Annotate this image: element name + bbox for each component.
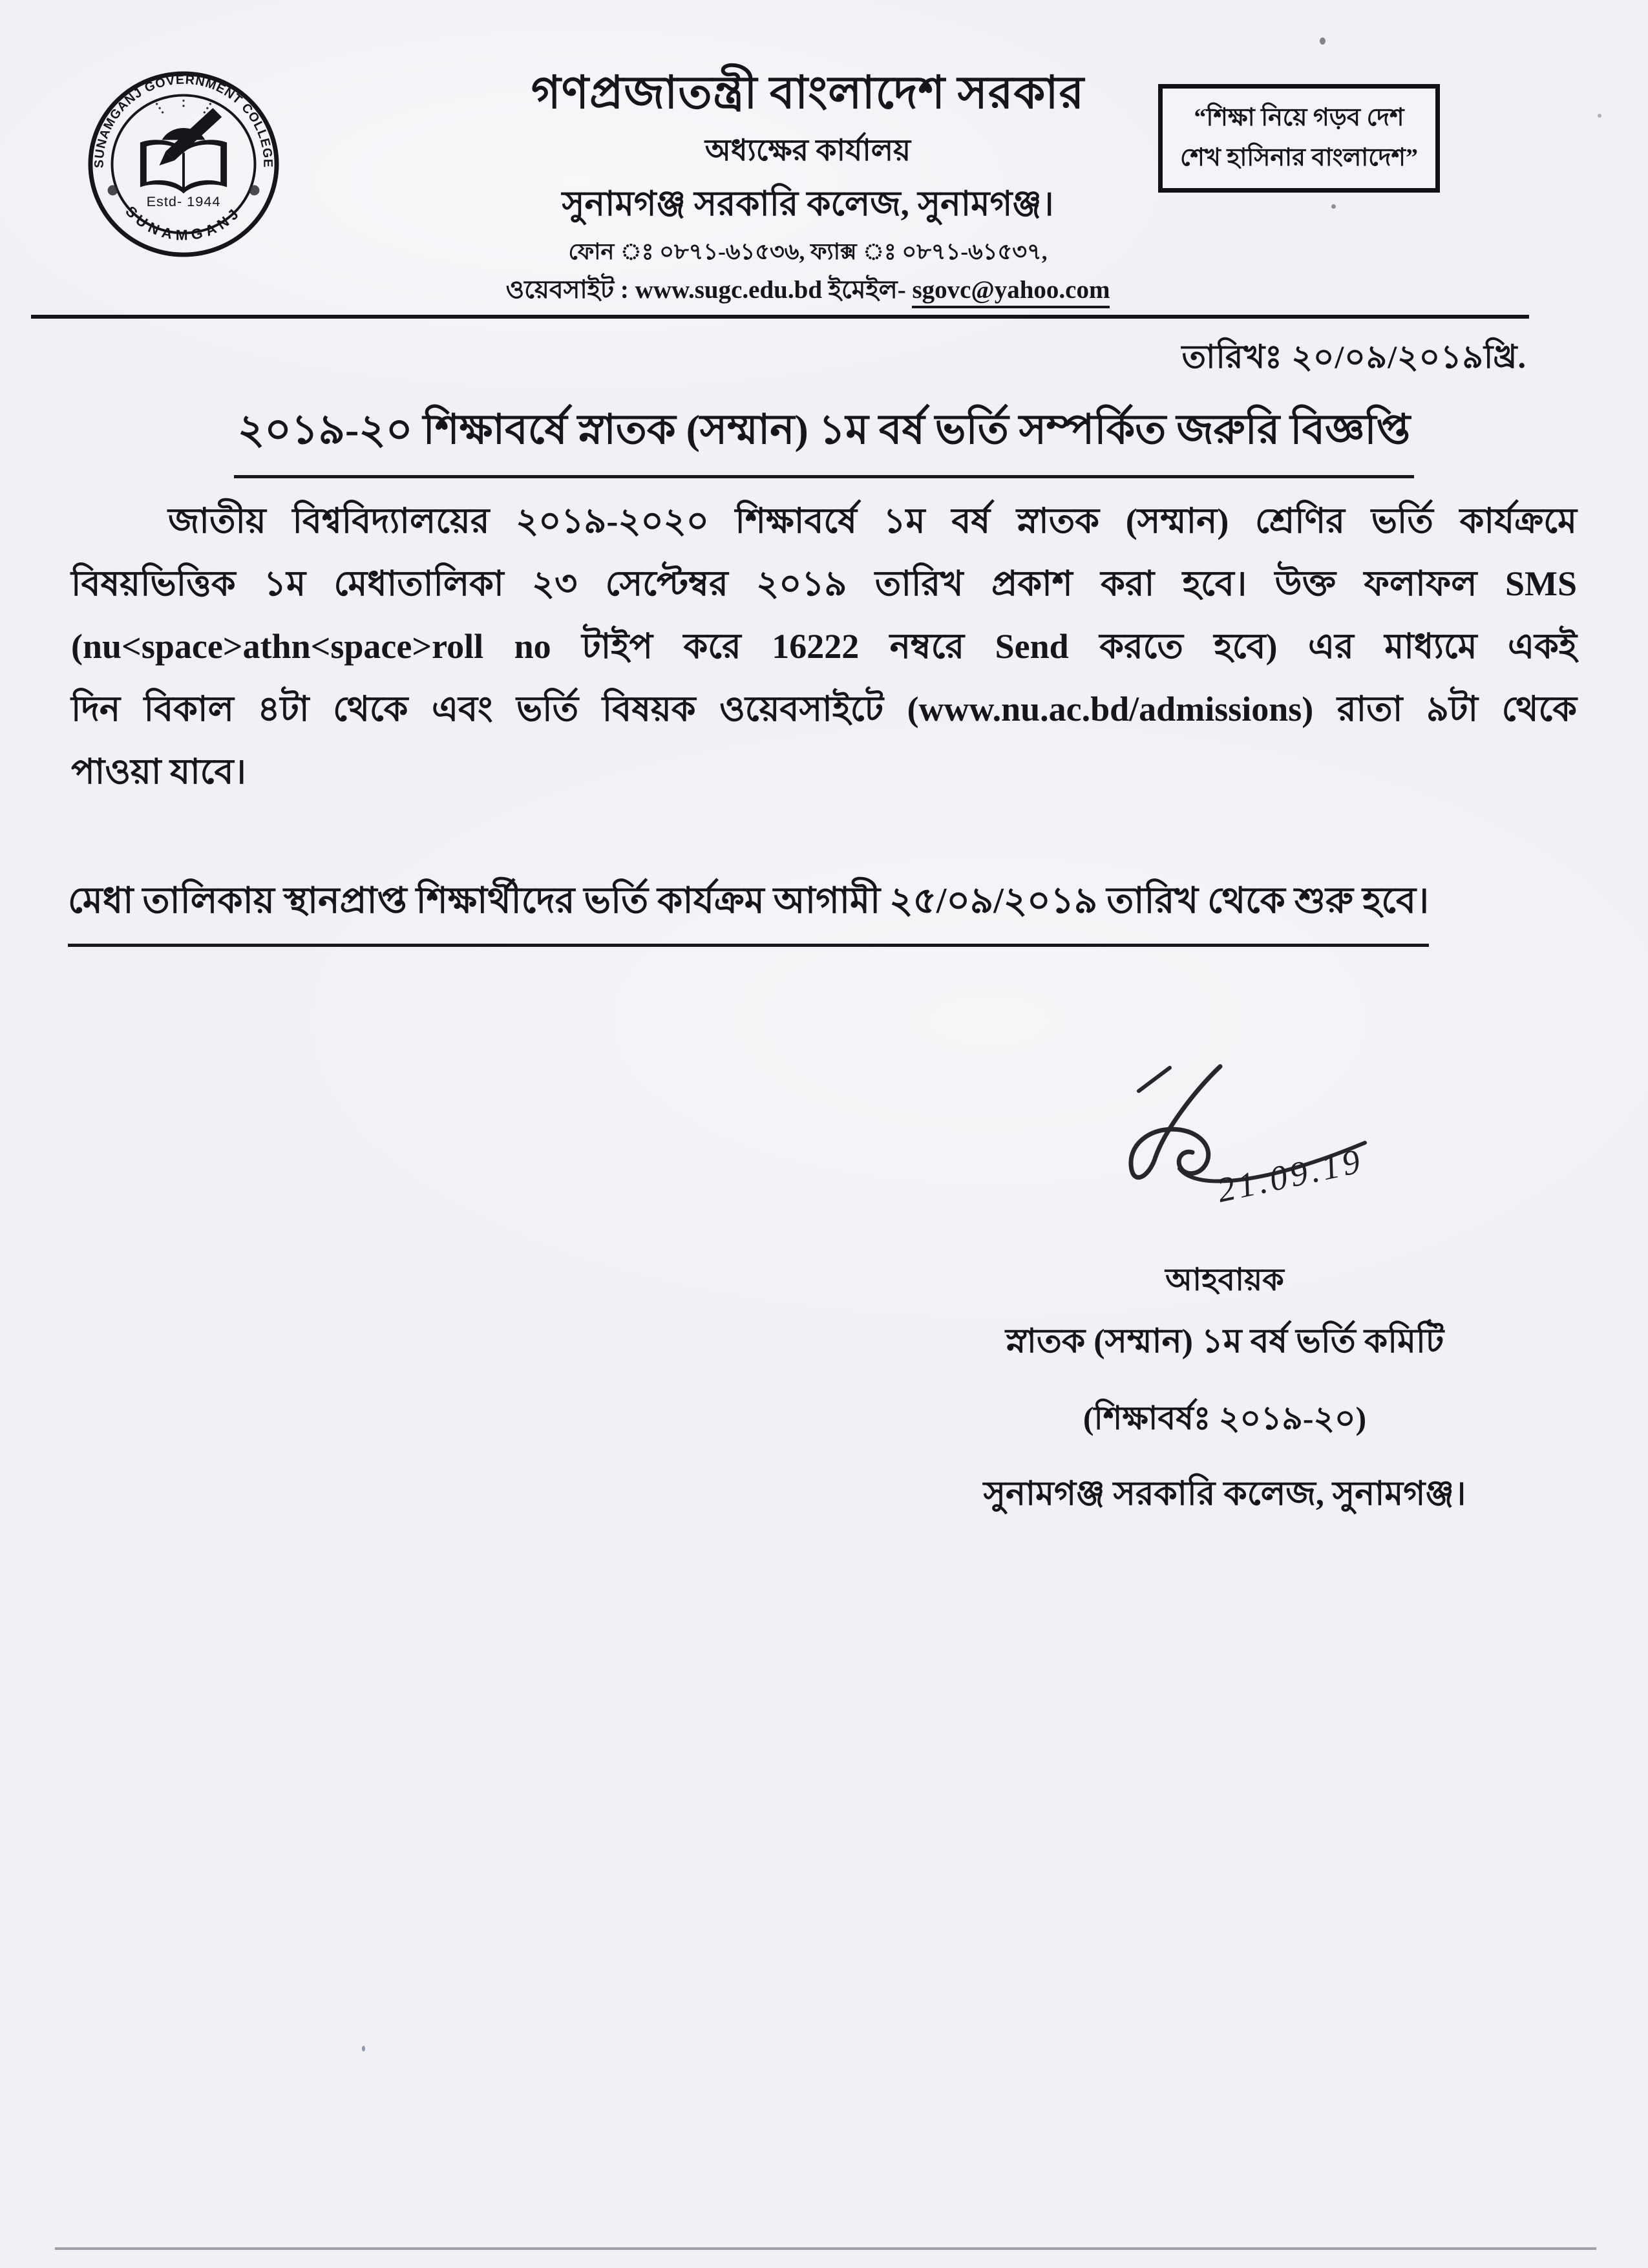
website-text: ওয়েবসাইট : www.sugc.edu.bd <box>505 276 823 304</box>
email-address: sgovc@yahoo.com <box>912 276 1110 308</box>
body-line: পাওয়া যাবে। <box>71 752 246 791</box>
signature-flick-stroke <box>1139 1068 1170 1091</box>
seal-ring-text-top: SUNAMGANJ GOVERNMENT COLLEGE <box>92 72 275 169</box>
email-label: ইমেইল- <box>828 276 906 304</box>
office-title: অধ্যক্ষের কার্যালয় <box>704 134 911 167</box>
signature-scribble <box>1125 1059 1380 1227</box>
handwritten-date: 21.09.19 <box>1214 1141 1367 1210</box>
scan-speck <box>1320 37 1326 45</box>
session-line: (শিক্ষাবর্ষঃ ২০১৯-২০) <box>1083 1400 1367 1436</box>
scan-speck <box>1598 114 1601 118</box>
scan-speck <box>362 2046 365 2051</box>
merit-list-highlight: মেধা তালিকায় স্থানপ্রাপ্ত শিক্ষার্থীদের ভর্তি কার্যক্রম আগামী ২৫/০৯/২০১৯ তারিখ থেকে শুরু হবে। <box>68 873 1429 947</box>
paper-bottom-edge <box>55 2247 1596 2250</box>
phone-fax-line: ফোন ঃ ০৮৭১-৬১৫৩৬, ফ্যাক্স ঃ ০৮৭১-৬১৫৩৭, <box>568 239 1048 264</box>
website-email-line <box>0 271 1616 309</box>
notice-date: তারিখঃ ২০/০৯/২০১৯খ্রি. <box>1181 339 1527 375</box>
slogan-box <box>1158 84 1440 193</box>
body-line: দিন বিকাল ৪টা থেকে এবং ভর্তি বিষয়ক ওয়েবসাইটে (www.nu.ac.bd/admissions) রাতা ৯টা থেকে <box>71 690 1577 728</box>
body-line: জাতীয় বিশ্ববিদ্যালয়ের ২০১৯-২০২০ শিক্ষাবর্ষে ১ম বর্ষ স্নাতক (সম্মান) শ্রেণির ভর্তি কার্যক্রমে <box>168 502 1577 540</box>
body-line: (nu<space>athn<space>roll no টাইপ করে 16222 নম্বরে Send করতে হবে) এর মাধ্যমে একই <box>71 627 1577 666</box>
signatory-role: আহবায়ক <box>1165 1263 1284 1297</box>
signature-college: সুনামগঞ্জ সরকারি কলেজ, সুনামগঞ্জ। <box>983 1476 1466 1512</box>
college-name: সুনামগঞ্জ সরকারি কলেজ, সুনামগঞ্জ। <box>562 185 1054 223</box>
slogan-line-1: “শিক্ষা নিয়ে গড়ব দেশ <box>1194 104 1404 131</box>
committee-name: স্নাতক (সম্মান) ১ম বর্ষ ভর্তি কমিটি <box>1005 1323 1444 1360</box>
signature-block <box>940 1054 1509 1532</box>
title-row <box>0 398 1648 478</box>
highlight-row <box>68 873 1583 947</box>
signature-loop-stroke <box>1131 1066 1220 1178</box>
body-line: বিষয়ভিত্তিক ১ম মেধাতালিকা ২৩ সেপ্টেম্বর ২০১৯ তারিখ প্রকাশ করা হবে। উক্ত ফলাফল SMS <box>71 564 1577 603</box>
seal-estd-text: Estd- 1944 <box>146 193 221 210</box>
seal-ring-text-bottom: SUNAMGANJ <box>122 202 245 244</box>
slogan-line-2: শেখ হাসিনার বাংলাদেশ” <box>1180 144 1418 171</box>
notice-title: ২০১৯-২০ শিক্ষাবর্ষে স্নাতক (সম্মান) ১ম বর্ষ ভর্তি সম্পর্কিত জরুরি বিজ্ঞপ্তি <box>234 398 1415 478</box>
scan-speck <box>1331 204 1336 209</box>
notice-body <box>71 490 1577 803</box>
header-divider <box>31 315 1529 319</box>
government-title: গণপ্রজাতন্ত্রী বাংলাদেশ সরকার <box>531 69 1085 118</box>
